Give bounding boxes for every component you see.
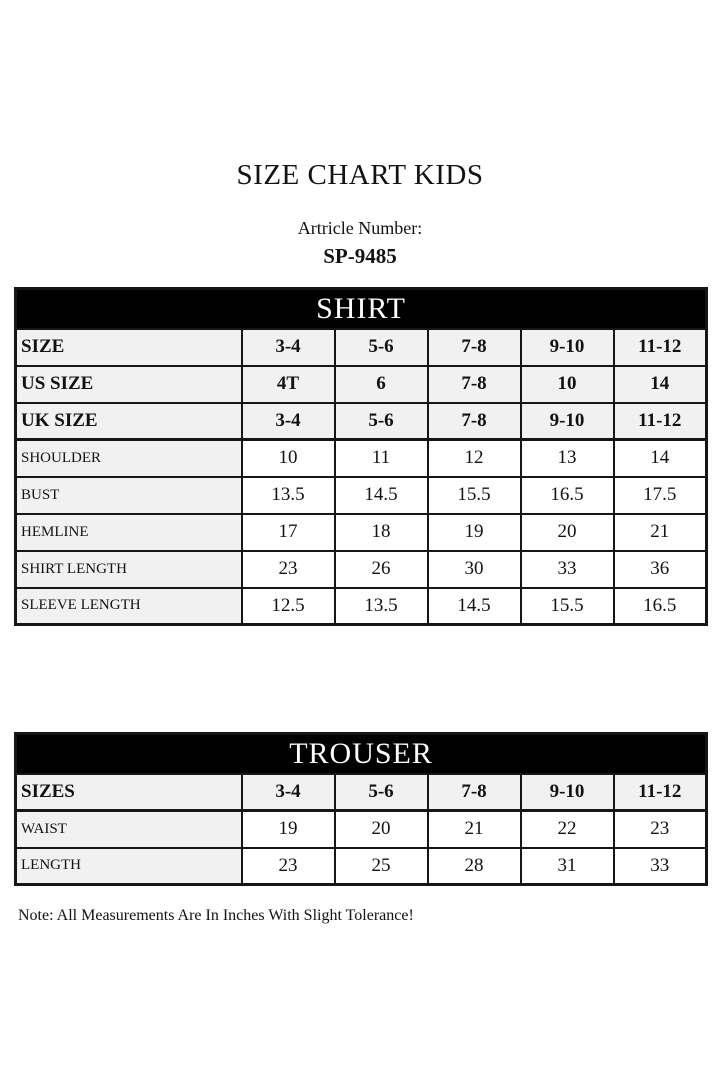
table-row	[16, 477, 707, 514]
measure-cell: 23	[242, 551, 335, 588]
measure-cell: 13.5	[242, 477, 335, 514]
size-cell: 9-10	[521, 329, 614, 366]
trouser-caption-row	[16, 734, 707, 774]
size-cell: 11-12	[614, 774, 707, 811]
row-label: WAIST	[16, 811, 242, 848]
row-label: US SIZE	[16, 366, 242, 403]
row-label: UK SIZE	[16, 403, 242, 440]
size-cell: 14	[614, 366, 707, 403]
measure-cell: 21	[428, 811, 521, 848]
measure-cell: 18	[335, 514, 428, 551]
table-row	[16, 514, 707, 551]
measure-cell: 14	[614, 440, 707, 477]
row-label: SLEEVE LENGTH	[16, 588, 242, 625]
measure-cell: 12	[428, 440, 521, 477]
measure-cell: 10	[242, 440, 335, 477]
size-cell: 5-6	[335, 774, 428, 811]
row-label: BUST	[16, 477, 242, 514]
measure-cell: 30	[428, 551, 521, 588]
measure-cell: 12.5	[242, 588, 335, 625]
measure-cell: 28	[428, 848, 521, 885]
page-title: SIZE CHART KIDS	[236, 159, 484, 191]
measure-cell: 19	[428, 514, 521, 551]
measure-cell: 20	[335, 811, 428, 848]
header-block	[0, 0, 720, 269]
size-cell: 10	[521, 366, 614, 403]
measure-cell: 23	[614, 811, 707, 848]
table-row	[16, 551, 707, 588]
size-cell: 11-12	[614, 403, 707, 440]
row-label: SHOULDER	[16, 440, 242, 477]
table-row	[16, 403, 707, 440]
measure-cell: 15.5	[521, 588, 614, 625]
measure-cell: 21	[614, 514, 707, 551]
trouser-table-caption: TROUSER	[16, 734, 707, 774]
table-row	[16, 848, 707, 885]
measure-cell: 17.5	[614, 477, 707, 514]
table-row	[16, 774, 707, 811]
row-label: SHIRT LENGTH	[16, 551, 242, 588]
row-label: SIZES	[16, 774, 242, 811]
shirt-table-caption: SHIRT	[16, 289, 707, 329]
table-row	[16, 366, 707, 403]
size-cell: 5-6	[335, 403, 428, 440]
measure-cell: 25	[335, 848, 428, 885]
measure-cell: 22	[521, 811, 614, 848]
size-cell: 6	[335, 366, 428, 403]
table-row	[16, 329, 707, 366]
table-row	[16, 588, 707, 625]
article-number-label: Artricle Number:	[297, 218, 423, 238]
measure-cell: 23	[242, 848, 335, 885]
measure-cell: 16.5	[614, 588, 707, 625]
table-row	[16, 811, 707, 848]
table-row	[16, 440, 707, 477]
measure-cell: 16.5	[521, 477, 614, 514]
measure-cell: 26	[335, 551, 428, 588]
size-cell: 3-4	[242, 329, 335, 366]
row-label: SIZE	[16, 329, 242, 366]
measurements-note: Note: All Measurements Are In Inches With Slight Tolerance!	[18, 907, 414, 924]
row-label: HEMLINE	[16, 514, 242, 551]
size-cell: 3-4	[242, 403, 335, 440]
size-cell: 3-4	[242, 774, 335, 811]
measure-cell: 20	[521, 514, 614, 551]
measure-cell: 36	[614, 551, 707, 588]
article-number: SP-9485	[323, 244, 397, 268]
size-cell: 7-8	[428, 403, 521, 440]
measure-cell: 15.5	[428, 477, 521, 514]
measure-cell: 13	[521, 440, 614, 477]
measure-cell: 13.5	[335, 588, 428, 625]
size-cell: 5-6	[335, 329, 428, 366]
size-cell: 9-10	[521, 774, 614, 811]
measure-cell: 33	[614, 848, 707, 885]
size-cell: 7-8	[428, 774, 521, 811]
measure-cell: 14.5	[335, 477, 428, 514]
shirt-caption-row	[16, 289, 707, 329]
measure-cell: 33	[521, 551, 614, 588]
size-cell: 4T	[242, 366, 335, 403]
size-cell: 9-10	[521, 403, 614, 440]
size-cell: 7-8	[428, 329, 521, 366]
size-cell: 7-8	[428, 366, 521, 403]
size-cell: 11-12	[614, 329, 707, 366]
shirt-size-table	[14, 287, 708, 626]
measure-cell: 17	[242, 514, 335, 551]
measure-cell: 14.5	[428, 588, 521, 625]
measure-cell: 31	[521, 848, 614, 885]
measure-cell: 11	[335, 440, 428, 477]
trouser-size-table	[14, 732, 708, 886]
row-label: LENGTH	[16, 848, 242, 885]
measure-cell: 19	[242, 811, 335, 848]
